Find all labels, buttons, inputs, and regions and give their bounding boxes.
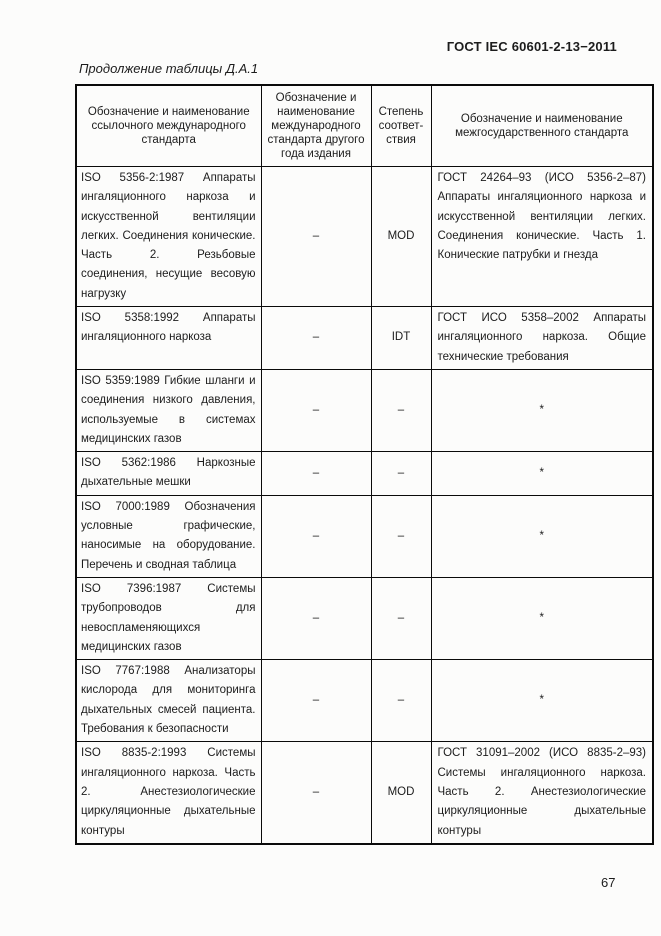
- conformity-degree-cell: IDT: [371, 307, 431, 370]
- ref-standard-cell: ISO 5358:1992 Аппараты ингаляционного наркоза: [76, 307, 261, 370]
- conformity-degree-cell: –: [371, 495, 431, 577]
- other-edition-cell: –: [261, 369, 371, 451]
- table-row: [76, 452, 653, 496]
- ref-standard-cell: ISO 8835-2:1993 Системы ингаляционного наркоза. Часть 2. Анестезиологические циркуляционные дыхательные контуры: [76, 742, 261, 844]
- interstate-standard-cell: ГОСТ 24264–93 (ИСО 5356-2–87) Аппараты ингаляционного наркоза и искусственной вентиляции легких. Соединения конические. Часть 1. Конические патрубки и гнезда: [431, 167, 653, 307]
- ref-standard-cell: ISO 7767:1988 Анализаторы кислорода для мониторинга дыхательных смесей пациента. Требования к безопасности: [76, 660, 261, 742]
- conformity-degree-cell: –: [371, 369, 431, 451]
- interstate-standard-cell: *: [431, 660, 653, 742]
- table-row: [76, 369, 653, 451]
- interstate-standard-cell: *: [431, 577, 653, 659]
- col-header-ref-standard: Обозначение и наименование ссылочного международного стандарта: [76, 85, 261, 167]
- table-header-row: [76, 85, 653, 167]
- table-caption: Продолжение таблицы Д.А.1: [79, 61, 259, 76]
- conformity-degree-cell: MOD: [371, 167, 431, 307]
- ref-standard-cell: ISO 5359:1989 Гибкие шланги и соединения низкого давления, используемые в системах медицинских газов: [76, 369, 261, 451]
- interstate-standard-cell: *: [431, 369, 653, 451]
- conformity-degree-cell: –: [371, 452, 431, 496]
- ref-standard-cell: ISO 7396:1987 Системы трубопроводов для невоспламеняющихся медицинских газов: [76, 577, 261, 659]
- other-edition-cell: –: [261, 452, 371, 496]
- conformity-degree-cell: –: [371, 660, 431, 742]
- correspondence-table: [75, 84, 654, 845]
- ref-standard-cell: ISO 7000:1989 Обозначения условные графические, наносимые на оборудование. Перечень и сводная таблица: [76, 495, 261, 577]
- other-edition-cell: –: [261, 577, 371, 659]
- other-edition-cell: –: [261, 307, 371, 370]
- conformity-degree-cell: –: [371, 577, 431, 659]
- ref-standard-cell: ISO 5356-2:1987 Аппараты ингаляционного наркоза и искусственной вентиляции легких. Соединения конические. Часть 2. Резьбовые соединения, несущие весовую нагрузку: [76, 167, 261, 307]
- interstate-standard-cell: *: [431, 452, 653, 496]
- ref-standard-cell: ISO 5362:1986 Наркозные дыхательные мешки: [76, 452, 261, 496]
- table-row: [76, 577, 653, 659]
- table-row: [76, 660, 653, 742]
- col-header-other-edition: Обозначение и наименование международного стандарта другого года издания: [261, 85, 371, 167]
- conformity-degree-cell: MOD: [371, 742, 431, 844]
- table-row: [76, 495, 653, 577]
- other-edition-cell: –: [261, 167, 371, 307]
- other-edition-cell: –: [261, 742, 371, 844]
- col-header-conformity-degree: Степень соответ-ствия: [371, 85, 431, 167]
- other-edition-cell: –: [261, 660, 371, 742]
- col-header-interstate-standard: Обозначение и наименование межгосударственного стандарта: [431, 85, 653, 167]
- interstate-standard-cell: ГОСТ ИСО 5358–2002 Аппараты ингаляционного наркоза. Общие технические требования: [431, 307, 653, 370]
- table-row: [76, 167, 653, 307]
- table-row: [76, 307, 653, 370]
- interstate-standard-cell: ГОСТ 31091–2002 (ИСО 8835-2–93) Системы ингаляционного наркоза. Часть 2. Анестезиологические циркуляционные дыхательные контуры: [431, 742, 653, 844]
- interstate-standard-cell: *: [431, 495, 653, 577]
- table-row: [76, 742, 653, 844]
- page-number: 67: [601, 875, 616, 890]
- other-edition-cell: –: [261, 495, 371, 577]
- doc-number: ГОСТ IEC 60601-2-13−2011: [446, 39, 617, 54]
